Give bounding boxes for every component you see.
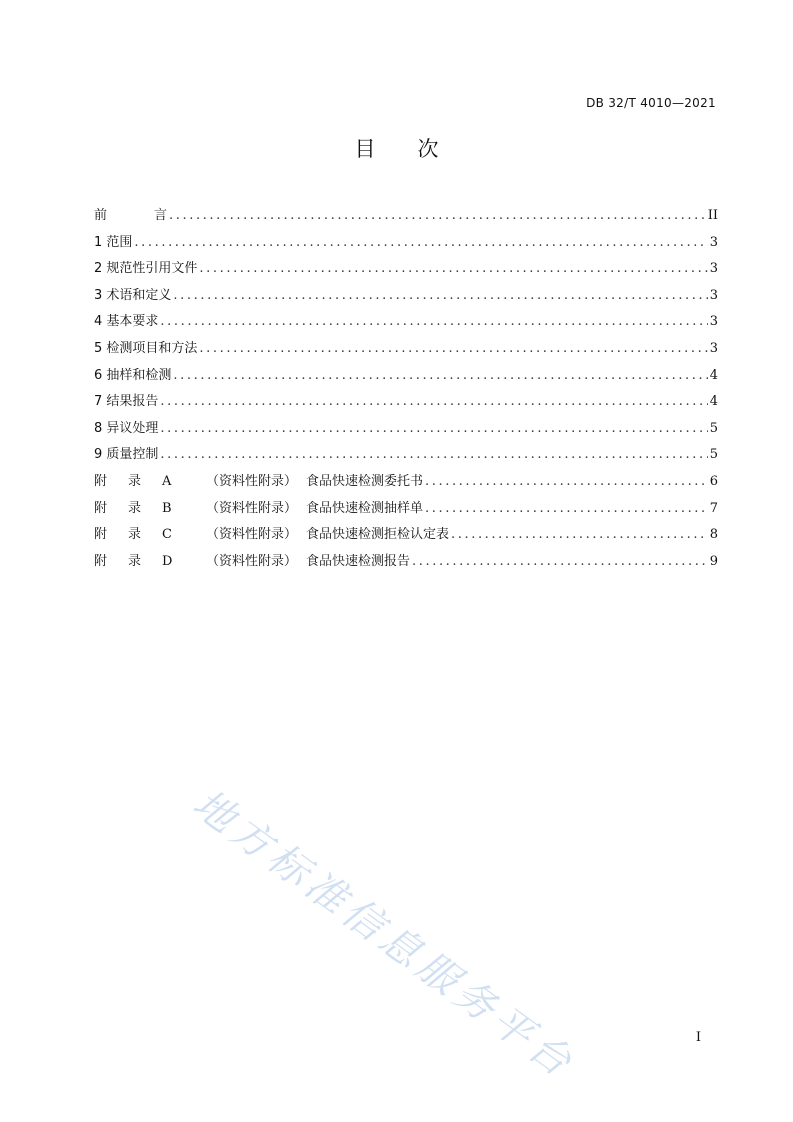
toc-page-number: 3 [709,314,718,330]
appendix-letter: A [162,473,172,489]
toc-entry[interactable] [94,230,718,257]
appendix-letter: B [162,500,172,516]
dot-leader [160,389,707,416]
toc-page-number: 3 [709,234,718,250]
toc-entry-appendix[interactable] [94,496,718,523]
appendix-title: 食品快速检测报告 [306,553,411,569]
dot-leader [199,336,707,363]
dot-leader [199,256,707,283]
toc-page-number: 8 [709,527,718,543]
toc-entry-appendix[interactable] [94,522,718,549]
toc-page-number: 3 [709,261,718,277]
toc-entry[interactable] [94,389,718,416]
dot-leader [160,442,707,469]
toc-page-number: 3 [709,340,718,356]
toc-page-number: 7 [709,500,718,516]
dot-leader [173,363,707,390]
appendix-word-1: 附 [94,527,108,543]
toc-page-number: 4 [709,394,718,410]
dot-leader [160,416,707,443]
appendix-letter: D [162,553,173,569]
table-of-contents [94,203,718,575]
appendix-title: 食品快速检测抽样单 [306,500,424,516]
title-char-2: 次 [417,137,439,161]
toc-label: 7 结果报告 [94,394,159,410]
appendix-letter: C [162,527,172,543]
appendix-word-1: 附 [94,500,108,516]
toc-label [94,203,167,230]
appendix-word-1: 附 [94,473,108,489]
standard-code: DB 32/T 4010—2021 [586,96,716,110]
page-title [0,133,793,163]
appendix-label [94,469,423,496]
appendix-kind: （资料性附录） [206,473,298,489]
toc-label: 4 基本要求 [94,314,159,330]
toc-page-number: 5 [709,447,718,463]
toc-page-number: II [707,208,718,223]
toc-page-number: 4 [709,367,718,383]
toc-entry-appendix[interactable] [94,549,718,576]
toc-entry[interactable] [94,442,718,469]
page-number-footer: I [695,1030,701,1045]
title-char-1: 目 [354,137,376,161]
appendix-word-2: 录 [128,473,142,489]
dot-leader [160,309,707,336]
appendix-kind: （资料性附录） [206,553,298,569]
toc-label: 3 术语和定义 [94,287,172,303]
dot-leader [134,230,707,257]
toc-entry[interactable] [94,256,718,283]
appendix-title: 食品快速检测拒检认定表 [306,527,450,543]
toc-page-number: 5 [709,420,718,436]
appendix-label [94,522,449,549]
toc-entry[interactable] [94,309,718,336]
toc-entry[interactable] [94,416,718,443]
appendix-word-2: 录 [128,553,142,569]
toc-entry-appendix[interactable] [94,469,718,496]
appendix-label [94,549,410,576]
toc-label: 8 异议处理 [94,420,159,436]
toc-label: 2 规范性引用文件 [94,261,198,277]
dot-leader [412,549,708,576]
preface-char-1: 前 [94,208,108,223]
dot-leader [169,203,706,230]
appendix-word-1: 附 [94,553,108,569]
toc-entry[interactable] [94,283,718,310]
dot-leader [451,522,708,549]
toc-entry-preface[interactable] [94,203,718,230]
toc-page-number: 6 [709,473,718,489]
toc-page-number: 3 [709,287,718,303]
toc-entry[interactable] [94,363,718,390]
appendix-kind: （资料性附录） [206,527,298,543]
toc-entry[interactable] [94,336,718,363]
watermark: 地方标准信息服务平台 [184,780,584,1089]
toc-label: 6 抽样和检测 [94,367,172,383]
preface-char-2: 言 [154,208,168,223]
appendix-kind: （资料性附录） [206,500,298,516]
dot-leader [425,469,708,496]
appendix-label [94,496,423,523]
dot-leader [173,283,707,310]
appendix-word-2: 录 [128,500,142,516]
appendix-title: 食品快速检测委托书 [306,473,424,489]
appendix-word-2: 录 [128,527,142,543]
toc-label: 5 检测项目和方法 [94,340,198,356]
dot-leader [425,496,708,523]
toc-label: 9 质量控制 [94,447,159,463]
toc-page-number: 9 [709,553,718,569]
toc-label: 1 范围 [94,234,133,250]
